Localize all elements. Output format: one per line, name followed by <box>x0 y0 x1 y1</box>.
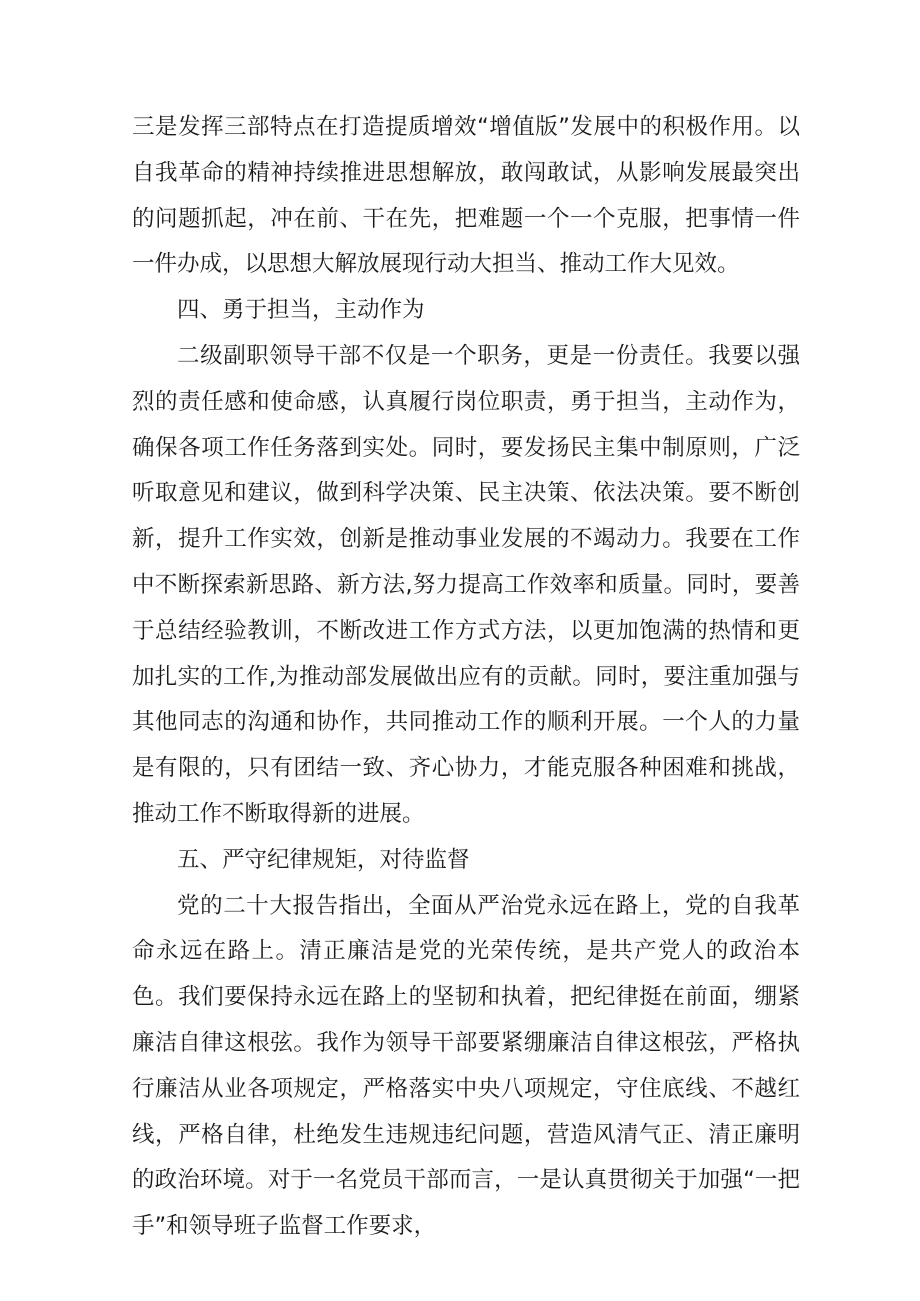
paragraph-point-three: 三是发挥三部特点在打造提质增效“增值版”发展中的积极作用。以自我革命的精神持续推进思想解放，敢闯敢试，从影响发展最突出的问题抓起，冲在前、干在先，把难题一个一个克服，把事情一件一件办成，以思想大解放展现行动大担当、推动工作大见效。 <box>132 114 800 278</box>
section-heading-five: 五、严守纪律规矩，对待监督 <box>177 846 470 873</box>
section-heading-four: 四、勇于担当，主动作为 <box>177 297 425 324</box>
paragraph-responsibility: 二级副职领导干部不仅是一个职务，更是一份责任。我要以强烈的责任感和使命感，认真履行岗位职责，勇于担当，主动作为，确保各项工作任务落到实处。同时，要发扬民主集中制原则，广泛听取意见和建议，做到科学决策、民主决策、依法决策。要不断创新，提升工作实效，创新是推动事业发展的不竭动力。我要在工作中不断探索新思路、新方法,努力提高工作效率和质量。同时，要善于总结经验教训，不断改进工作方式方法，以更加饱满的热情和更加扎实的工作,为推动部发展做出应有的贡献。同时，要注重加强与其他同志的沟通和协作，共同推动工作的顺利开展。一个人的力量是有限的，只有团结一致、齐心协力，才能克服各种困难和挑战，推动工作不断取得新的进展。 <box>132 342 800 827</box>
paragraph-discipline: 党的二十大报告指出，全面从严治党永远在路上，党的自我革命永远在路上。清正廉洁是党的光荣传统，是共产党人的政治本色。我们要保持永远在路上的坚韧和执着，把纪律挺在前面，绷紧廉洁自律这根弦。我作为领导干部要紧绷廉洁自律这根弦，严格执行廉洁从业各项规定，严格落实中央八项规定，守住底线、不越红线，严格自律，杜绝发生违规违纪问题，营造风清气正、清正廉明的政治环境。对于一名党员干部而言，一是认真贯彻关于加强“一把手”和领导班子监督工作要求， <box>132 892 800 1240</box>
document-body <box>132 105 800 1250</box>
